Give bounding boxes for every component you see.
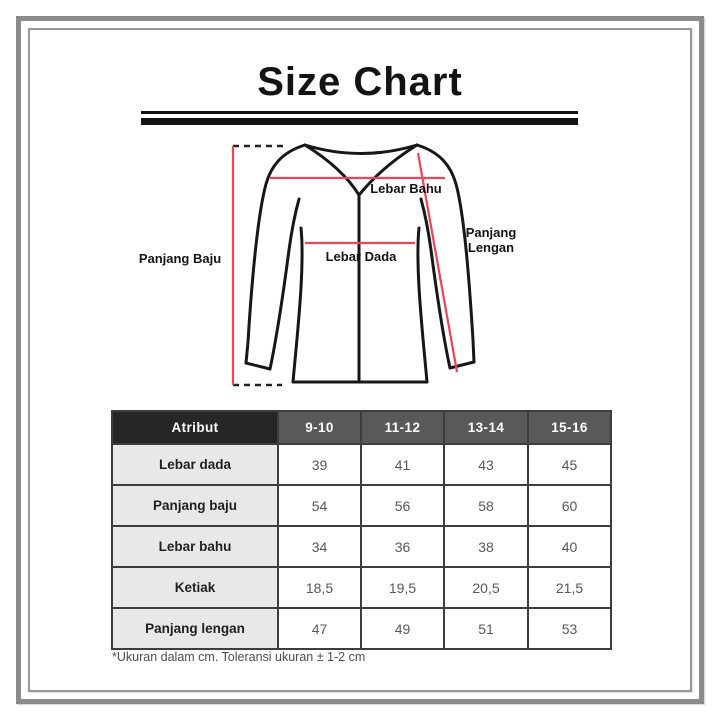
size-value: 51	[444, 608, 528, 649]
size-value: 38	[444, 526, 528, 567]
column-header-atribut: Atribut	[112, 411, 278, 444]
left-cuff	[246, 363, 270, 369]
right-cuff	[450, 362, 474, 368]
tolerance-note: *Ukuran dalam cm. Toleransi ukuran ± 1-2 cm	[112, 650, 366, 664]
row-label: Panjang lengan	[112, 608, 278, 649]
measurement-label-lebar-dada: Lebar Dada	[325, 249, 397, 264]
column-header-size-13-14: 13-14	[444, 411, 528, 444]
measurement-label-panjang-baju: Panjang Baju	[138, 251, 222, 266]
size-value: 45	[528, 444, 611, 485]
size-value: 43	[444, 444, 528, 485]
page-title: Size Chart	[257, 60, 463, 104]
title-divider	[141, 111, 578, 125]
size-value: 18,5	[278, 567, 361, 608]
row-label: Lebar dada	[112, 444, 278, 485]
left-body-side	[293, 228, 302, 382]
table-row-panjang-lengan	[112, 608, 611, 649]
size-value: 39	[278, 444, 361, 485]
back-neckline	[305, 145, 417, 154]
divider-thick-rule	[141, 118, 578, 125]
size-value: 41	[361, 444, 444, 485]
measure-extent-caps	[233, 146, 286, 385]
row-label: Ketiak	[112, 567, 278, 608]
garment-diagram-svg	[130, 132, 590, 402]
size-value: 21,5	[528, 567, 611, 608]
measurement-label-panjang-lengan-line1: Panjang	[465, 225, 517, 240]
size-value: 36	[361, 526, 444, 567]
size-value: 34	[278, 526, 361, 567]
row-label: Panjang baju	[112, 485, 278, 526]
table-row-ketiak	[112, 567, 611, 608]
right-body-side	[418, 228, 427, 382]
column-header-size-9-10: 9-10	[278, 411, 361, 444]
table-header-row	[112, 411, 611, 444]
column-header-size-11-12: 11-12	[361, 411, 444, 444]
column-header-size-15-16: 15-16	[528, 411, 611, 444]
size-value: 58	[444, 485, 528, 526]
table-row-panjang-baju	[112, 485, 611, 526]
measurement-label-panjang-lengan	[441, 225, 541, 255]
table-row-lebar-dada	[112, 444, 611, 485]
size-value: 19,5	[361, 567, 444, 608]
row-label: Lebar bahu	[112, 526, 278, 567]
measurement-label-lebar-bahu: Lebar Bahu	[370, 181, 442, 196]
size-value: 49	[361, 608, 444, 649]
size-value: 60	[528, 485, 611, 526]
size-value: 56	[361, 485, 444, 526]
garment-diagram	[130, 132, 590, 402]
size-value: 47	[278, 608, 361, 649]
size-value: 40	[528, 526, 611, 567]
left-sleeve-inner	[270, 199, 299, 369]
size-value: 54	[278, 485, 361, 526]
divider-thin-rule	[141, 111, 578, 114]
size-value: 53	[528, 608, 611, 649]
size-value: 20,5	[444, 567, 528, 608]
table-row-lebar-bahu	[112, 526, 611, 567]
measurement-label-panjang-lengan-line2: Lengan	[467, 240, 515, 255]
size-table	[111, 410, 612, 650]
